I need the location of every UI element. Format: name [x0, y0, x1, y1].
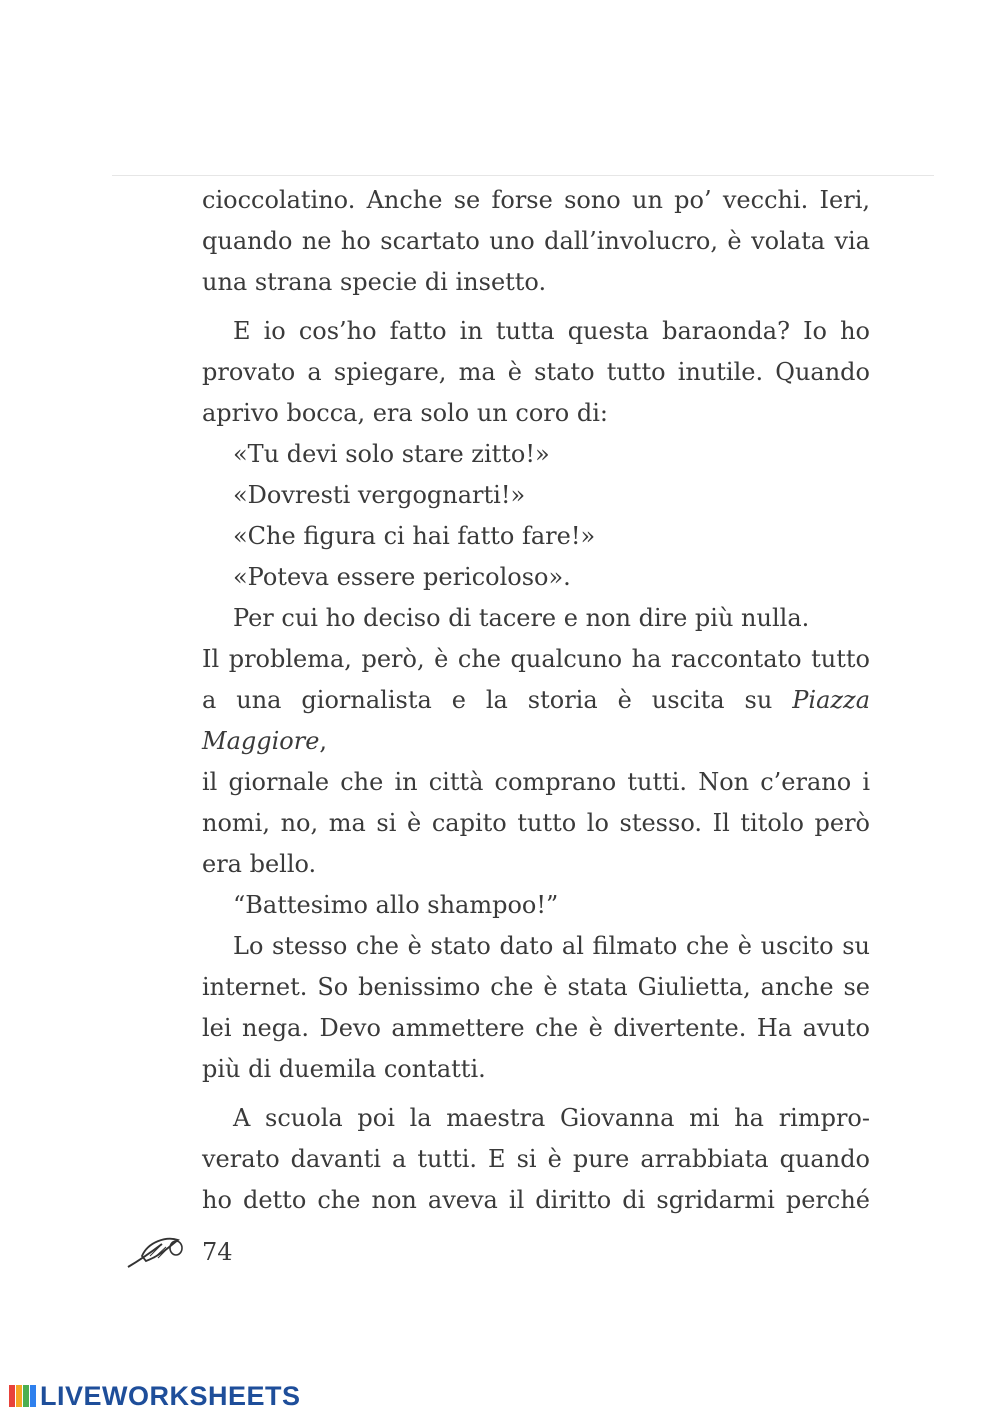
text-line: A scuola poi la maestra Giovanna mi ha rimpro- [233, 1104, 870, 1132]
headline-quote: “Battesimo allo shampoo!” [233, 891, 559, 919]
dialogue-line: «Poteva essere pericoloso». [233, 563, 571, 591]
text-line: ho detto che non aveva il diritto di sgridarmi perché [202, 1186, 870, 1214]
text-fragment: a una giornalista e la storia è uscita su [202, 686, 793, 714]
dialogue-line: «Dovresti vergognarti!» [233, 481, 526, 509]
text-line: quando ne ho scartato uno dall’involucro, è volata via [202, 227, 870, 255]
text-line: internet. So benissimo che è stata Giulietta, anche se [202, 973, 870, 1001]
text-line: una strana specie di insetto. [202, 268, 547, 296]
text-line: cioccolatino. Anche se forse sono un po’ vecchi. Ieri, [202, 186, 870, 214]
newspaper-title: Piazza Maggiore [202, 686, 870, 755]
text-line: più di duemila contatti. [202, 1055, 486, 1083]
text-line: Per cui ho deciso di tacere e non dire più nulla. [233, 604, 810, 632]
text-line: provato a spiegare, ma è stato tutto inutile. Quando [202, 358, 870, 386]
logo-bar [30, 1385, 36, 1407]
text-line: nomi, no, ma si è capito tutto lo stesso. Il titolo però [202, 809, 870, 837]
top-divider [112, 175, 934, 176]
text-line: Lo stesso che è stato dato al filmato che è uscito su [233, 932, 870, 960]
liveworksheets-logo-icon [9, 1385, 36, 1407]
quill-pen-icon [126, 1234, 184, 1274]
page-number: 74 [202, 1238, 233, 1266]
dialogue-line: «Tu devi solo stare zitto!» [233, 440, 550, 468]
logo-bar [23, 1385, 29, 1407]
text-line: verato davanti a tutti. E si è pure arrabbiata quando [202, 1145, 870, 1173]
dialogue-line: «Che figura ci hai fatto fare!» [233, 522, 596, 550]
liveworksheets-brand[interactable] [9, 1380, 301, 1412]
text-line: aprivo bocca, era solo un coro di: [202, 399, 608, 427]
text-fragment: , [319, 727, 328, 755]
page-body [202, 180, 870, 1221]
text-line: Il problema, però, è che qualcuno ha raccontato tutto [202, 645, 870, 673]
text-line: E io cos’ho fatto in tutta questa baraonda? Io ho [233, 317, 870, 345]
text-line: il giornale che in città comprano tutti. Non c’erano i [202, 768, 870, 796]
logo-bar [16, 1385, 22, 1407]
text-line: lei nega. Devo ammettere che è divertente. Ha avuto [202, 1014, 870, 1042]
brand-name: LIVEWORKSHEETS [40, 1380, 301, 1411]
logo-bar [9, 1385, 15, 1407]
text-line [202, 680, 870, 762]
text-line: era bello. [202, 850, 317, 878]
